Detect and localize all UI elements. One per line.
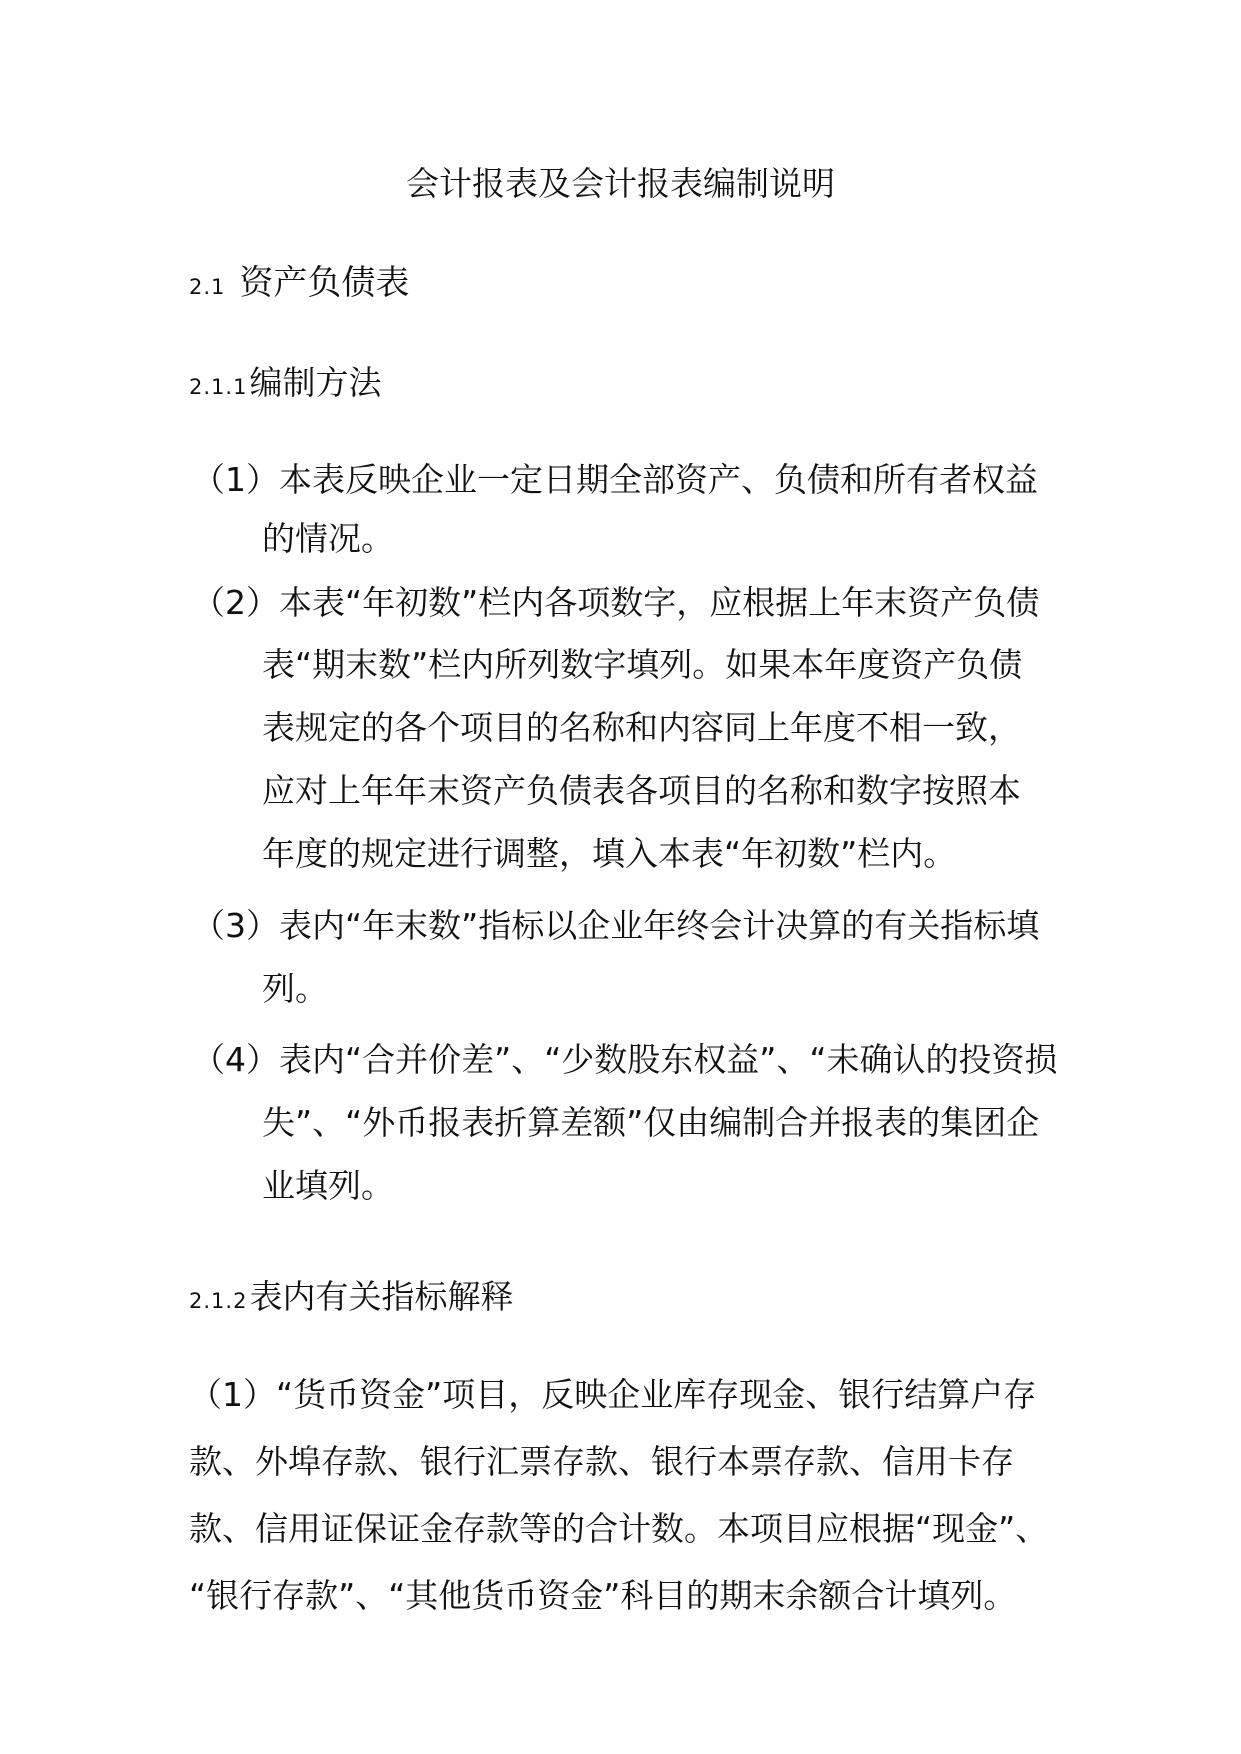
- methods-line: 表“期末数”栏内所列数字填列。如果本年度资产负债: [262, 645, 1023, 684]
- section-number: 2.1: [189, 275, 226, 299]
- methods-line: 失”、“外币报表折算差额”仅由编制合并报表的集团企: [262, 1103, 1040, 1142]
- methods-line: 列。: [262, 969, 328, 1008]
- methods-line: 年度的规定进行调整，填入本表“年初数”栏内。: [262, 834, 957, 873]
- subsection-title: 编制方法: [249, 363, 382, 402]
- methods-line: 的情况。: [262, 519, 394, 558]
- subsection-heading-methods: [189, 363, 381, 407]
- subsection-title: 表内有关指标解释: [249, 1277, 514, 1316]
- methods-line: 表规定的各个项目的名称和内容同上年度不相一致，: [262, 708, 1021, 747]
- methods-line: （1）本表反映企业一定日期全部资产、负债和所有者权益: [192, 460, 1038, 499]
- explain-line: “银行存款”、“其他货币资金”科目的期末余额合计填列。: [189, 1576, 1017, 1615]
- section-title: 资产负债表: [239, 263, 410, 303]
- section-heading: [189, 263, 409, 307]
- explain-line: 款、信用证保证金存款等的合计数。本项目应根据“现金”、: [189, 1509, 1049, 1548]
- methods-line: （4）表内“合并价差”、“少数股东权益”、“未确认的投资损: [192, 1040, 1058, 1079]
- subsection-number: 2.1.1: [189, 375, 248, 399]
- methods-line: （3）表内“年末数”指标以企业年终会计决算的有关指标填: [192, 906, 1040, 945]
- document-title: 会计报表及会计报表编制说明: [406, 164, 835, 203]
- methods-line: 应对上年年末资产负债表各项目的名称和数字按照本: [262, 771, 1021, 810]
- explain-line: 款、外埠存款、银行汇票存款、银行本票存款、信用卡存: [189, 1442, 1014, 1481]
- methods-line: 业填列。: [262, 1166, 394, 1205]
- subsection-number: 2.1.2: [189, 1289, 248, 1313]
- methods-line: （2）本表“年初数”栏内各项数字，应根据上年末资产负债: [192, 583, 1040, 622]
- explain-line: （1）“货币资金”项目，反映企业库存现金、银行结算户存: [189, 1375, 1037, 1414]
- subsection-heading-explanations: [189, 1277, 513, 1321]
